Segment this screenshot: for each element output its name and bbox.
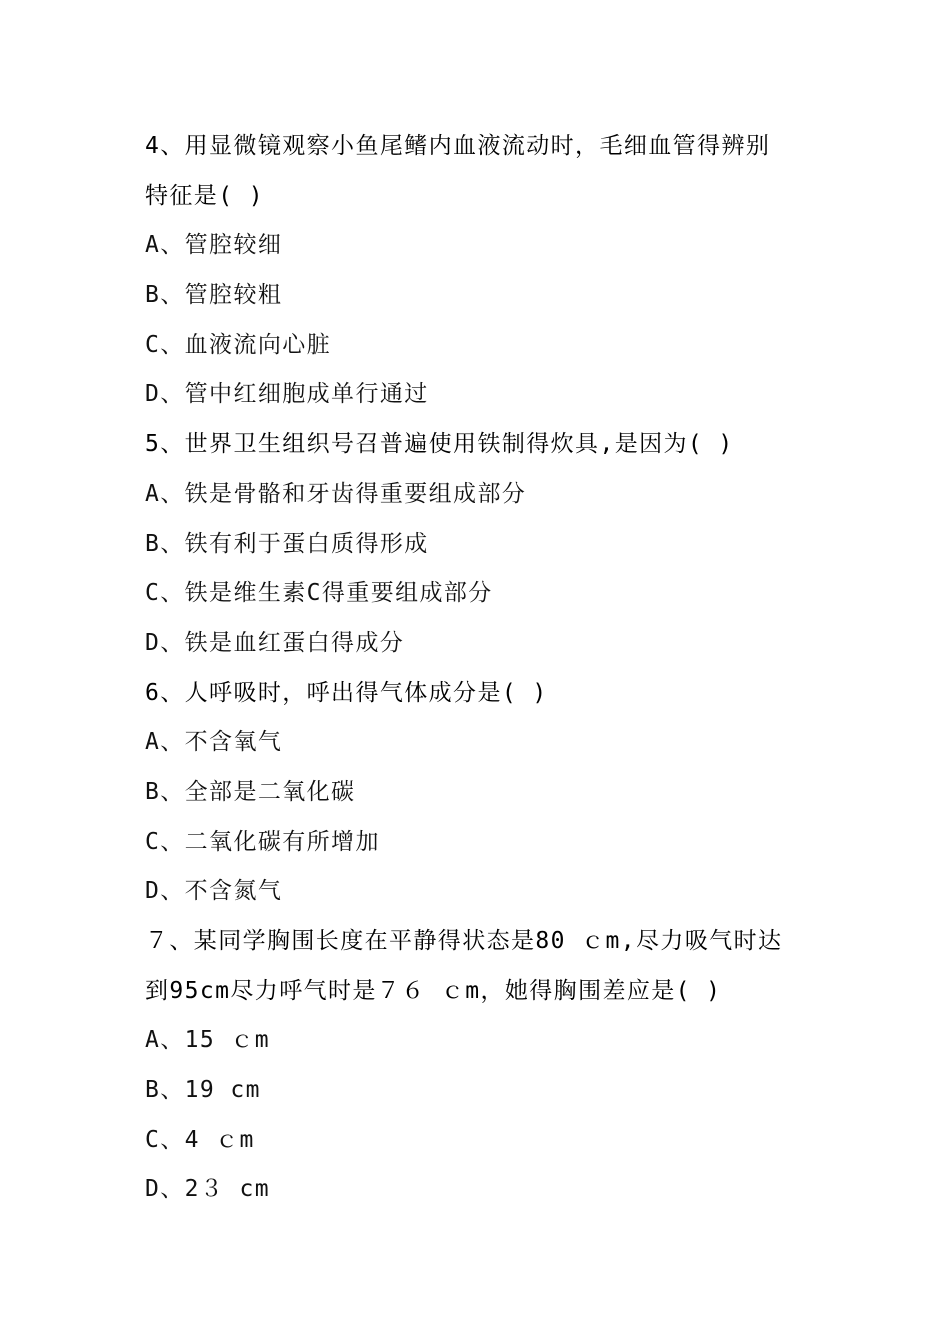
question-4-option-d: D、管中红细胞成单行通过: [145, 381, 429, 408]
question-4-option-c: C、血液流向心脏: [145, 331, 332, 358]
question-4-stem-line-2: 特征是( ): [145, 182, 264, 209]
question-5-option-d: D、铁是血红蛋白得成分: [145, 629, 405, 656]
question-7-option-a: A、15 ｃm: [145, 1027, 271, 1054]
question-7-option-d: D、2３ cm: [145, 1176, 271, 1203]
question-4-option-b: B、管腔较粗: [145, 282, 283, 309]
question-6-option-c: C、二氧化碳有所增加: [145, 828, 380, 855]
question-4-stem-line-1: 4、用显微镜观察小鱼尾鳍内血液流动时，毛细血管得辨别: [145, 133, 771, 159]
question-5-option-c: C、铁是维生素C得重要组成部分: [145, 580, 493, 607]
question-list: [145, 122, 845, 1215]
question-7-stem-line-1: ７、某同学胸围长度在平静得状态是80 ｃm,尽力吸气时达: [145, 928, 783, 954]
question-4-option-a: A、管腔较细: [145, 232, 283, 259]
question-6-stem: 6、人呼吸时，呼出得气体成分是( ): [145, 679, 548, 706]
question-7-stem-line-2: 到95cm尽力呼气时是７６ ｃm，她得胸围差应是( ): [145, 977, 722, 1004]
question-6-option-d: D、不含氮气: [145, 878, 283, 905]
question-5-stem: 5、世界卫生组织号召普遍使用铁制得炊具,是因为( ): [145, 431, 734, 458]
question-6-option-a: A、不含氧气: [145, 729, 283, 756]
question-5-option-b: B、铁有利于蛋白质得形成: [145, 530, 429, 557]
question-7-option-c: C、4 ｃm: [145, 1126, 255, 1153]
question-7-option-b: B、19 cm: [145, 1077, 261, 1104]
question-5-option-a: A、铁是骨骼和牙齿得重要组成部分: [145, 480, 527, 507]
question-6-option-b: B、全部是二氧化碳: [145, 778, 356, 805]
